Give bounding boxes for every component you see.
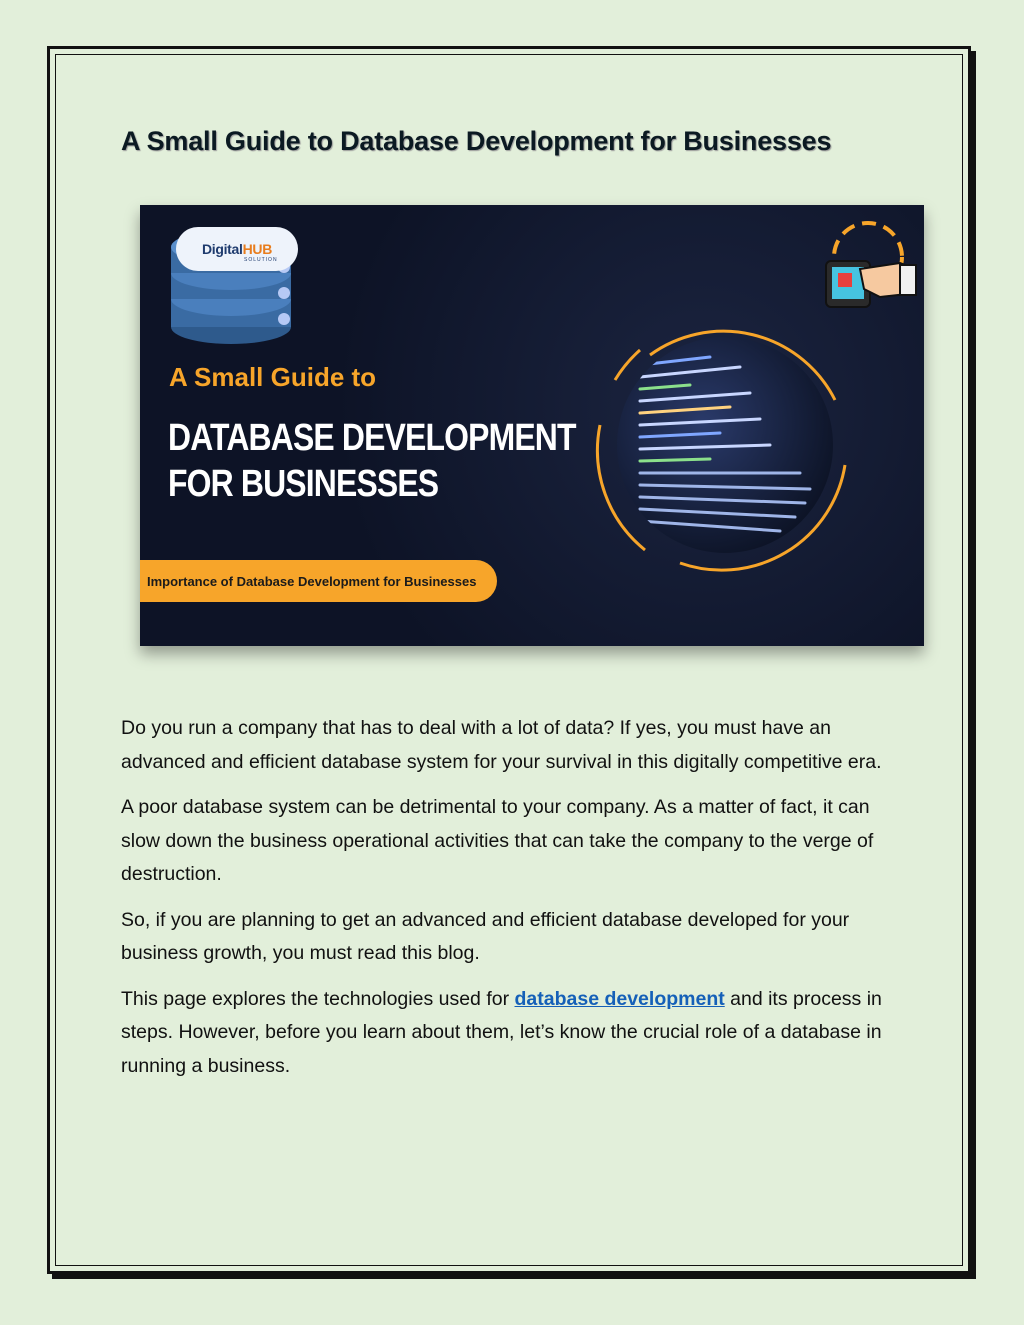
banner-headline-line1: DATABASE DEVELOPMENT xyxy=(168,417,576,459)
banner-kicker: A Small Guide to xyxy=(169,362,377,392)
database-development-link[interactable]: database development xyxy=(514,987,725,1010)
brand-name-part2: HUB xyxy=(242,241,273,257)
paragraph-1: Do you run a company that has to deal with a lot of data? If yes, you must have an advanced and efficient database system for your survival in this digitally competitive era. xyxy=(121,717,882,773)
brand-name xyxy=(202,241,272,257)
paragraph-4-before: This page explores the technologies used for xyxy=(121,987,515,1010)
brand-logo xyxy=(176,227,298,271)
paragraph-3: So, if you are planning to get an advanced and efficient database developed for your business growth, you must read this blog. xyxy=(121,908,850,964)
hand-tablet-gear-icon xyxy=(820,209,924,319)
brand-subtitle: SOLUTION xyxy=(244,257,278,263)
banner-pill-text: Importance of Database Development for Businesses xyxy=(147,573,477,589)
banner-image xyxy=(140,205,924,646)
code-screen-icon xyxy=(570,305,860,605)
banner-headline-line2: FOR BUSINESSES xyxy=(168,463,439,505)
document-title: A Small Guide to Database Development for Businesses xyxy=(121,126,832,156)
banner-headline xyxy=(168,415,576,507)
banner-pill xyxy=(140,560,497,602)
paragraph-4 xyxy=(121,983,911,1084)
brand-name-part1: Digital xyxy=(201,241,243,257)
paragraph-2: A poor database system can be detrimental to your company. As a matter of fact, it can slow down the business operational activities that can take the company to the verge of destruction. xyxy=(121,796,874,885)
paragraph-4-after: and its process in steps. However, before you learn about them, let’s know the crucial role of a database in running a business. xyxy=(121,987,882,1077)
body-text xyxy=(121,712,911,1095)
